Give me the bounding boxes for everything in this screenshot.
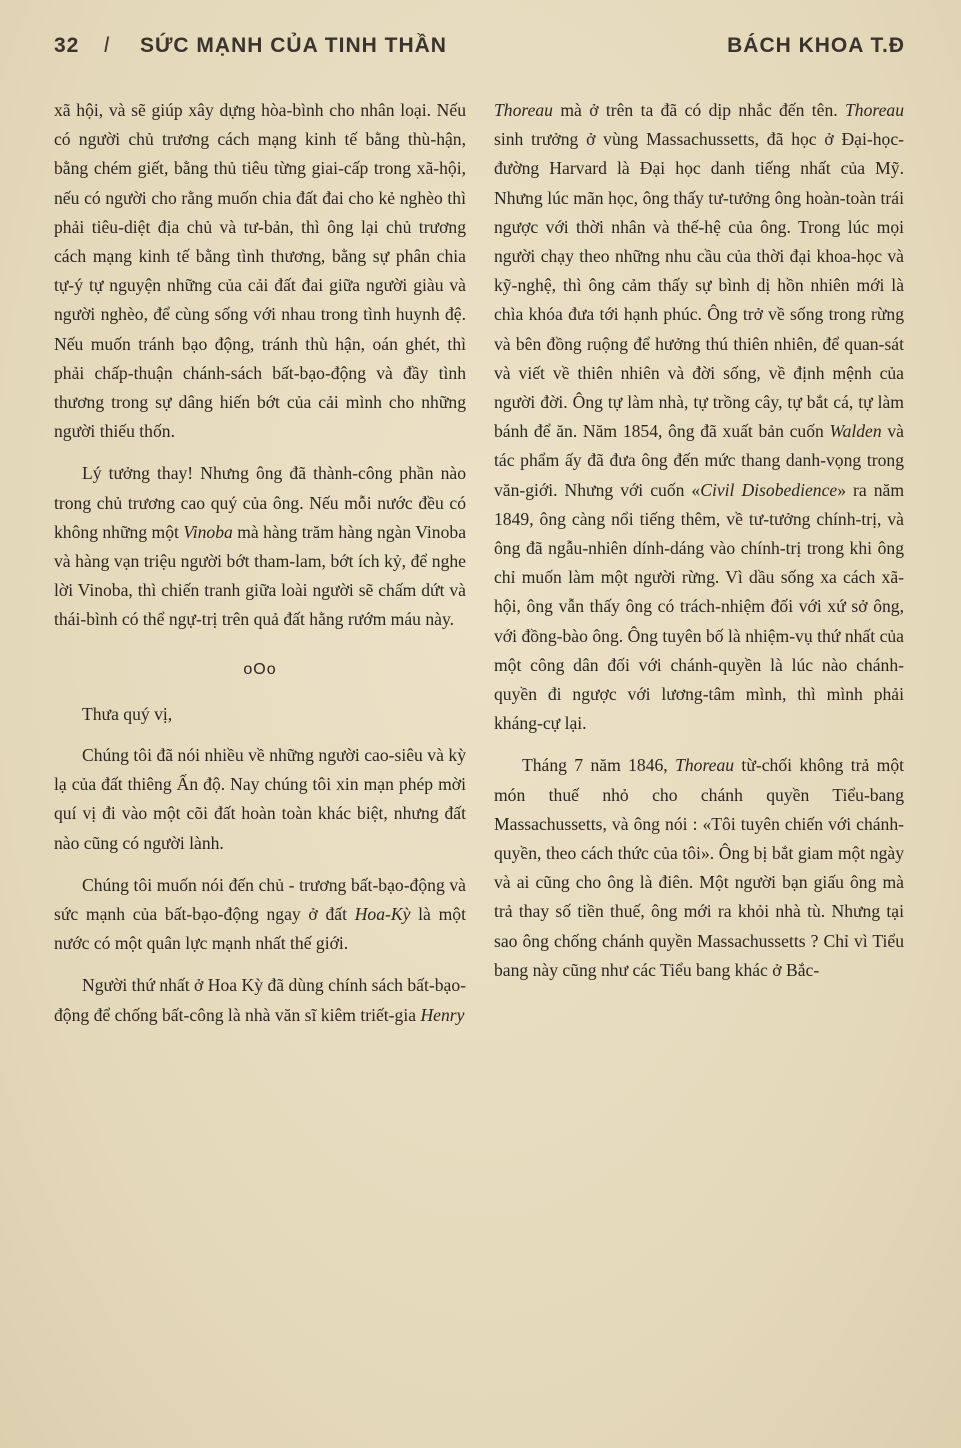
paragraph: Thoreau mà ở trên ta đã có dịp nhắc đến tên. Thoreau sinh trưởng ở vùng Massachussetts, đã học ở Đại-học-đường Harvard là Đại học danh tiếng nhất của Mỹ. Nhưng lúc mãn học, ông thấy tư-tưởng ông hoàn-toàn trái ngược với thời nhân và thế-hệ của ông. Trong lúc mọi người chạy theo những nhu cầu của thời đại khoa-học và kỹ-nghệ, thì ông cảm thấy sự bình dị hồn nhiên mới là chìa khóa đưa tới hạnh phúc. Ông trở về sống trong rừng và bên đồng ruộng để hưởng thú thiên nhiên, để quan-sát và viết về thiên nhiên và đời sống, về định mệnh của người đời. Ông tự làm nhà, tự trồng cây, tự bắt cá, tự làm bánh để ăn. Năm 1854, ông đã xuất bản cuốn Walden và tác phẩm ấy đã đưa ông đến mức thang danh-vọng trong văn-giới. Nhưng với cuốn «Civil Disobedience» ra năm 1849, ông càng nổi tiếng thêm, về tư-tưởng chính-trị, và ông đã ngẫu-nhiên dính-dáng vào chính-trị trong khi ông chỉ muốn làm một người rừng. Vì dầu sống xa cách xã-hội, ông vẫn thấy ông có trách-nhiệm đối với xứ sở ông, với đồng-bào ông. Ông tuyên bố là nhiệm-vụ thứ nhất của một công dân đối với chánh-quyền là lúc nào chánh-quyền đi ngược với lương-tâm mình, thì mình phải kháng-cự lại. [494, 100, 905, 734]
right-column [494, 96, 904, 998]
paragraph: Chúng tôi đã nói nhiều về những người cao-siêu và kỳ lạ của đất thiêng Ấn độ. Nay chúng tôi xin mạn phép mời quí vị đi vào một cõi đất hoàn toàn khác biệt, nhưng đất nào cũng có người lành. [54, 745, 466, 853]
section-divider: oOo [243, 660, 277, 678]
left-column [54, 96, 466, 1043]
paragraph: Lý tưởng thay! Nhưng ông đã thành-công phần nào trong chủ trương cao quý của ông. Nếu mỗi nước đều có không những một Vinoba mà hàng trăm hàng ngàn Vinoba và hàng vạn triệu người bớt tham-lam, bớt ích kỷ, để nghe lời Vinoba, thì chiến tranh giữa loài người sẽ chấm dứt và thái-bình có thể ngự-trị trên quả đất hằng rướm máu này. [54, 463, 467, 630]
paragraph: xã hội, và sẽ giúp xây dựng hòa-bình cho nhân loại. Nếu có người chủ trương cách mạng kinh tế bằng thù-hận, bằng chém giết, bằng thủ tiêu từng giai-cấp trong xã-hội, nếu có người cho rằng muốn chia đất đai cho kẻ nghèo thì phải tiêu-diệt địa chủ và tư-bản, thì ông lại chủ trương cách mạng kinh tế bằng tình thương, bằng sự phân chia tự-ý tự nguyện những của cải đất đai giữa người giàu và người nghèo, để cùng sống với nhau trong tình huynh đệ. Nếu muốn tránh bạo động, tránh thù hận, oán ghét, thì phải chấp-thuận chánh-sách bất-bạo-động và đầy tình thương trong sự dâng hiến bớt của cải mình cho những người thiếu thốn. [54, 100, 466, 442]
section-title: SỨC MẠNH CỦA TINH THẦN [140, 34, 447, 57]
page-number: 32 [54, 34, 80, 57]
page-header [54, 30, 905, 64]
publication-name: BÁCH KHOA T.Đ [727, 34, 905, 57]
paragraph: Người thứ nhất ở Hoa Kỳ đã dùng chính sách bất-bạo-động để chống bất-công là nhà văn sĩ kiêm triết-gia Henry [54, 975, 466, 1025]
header-separator: l [104, 34, 110, 57]
paragraph: Tháng 7 năm 1846, Thoreau từ-chối không trả một món thuế nhỏ cho chánh quyền Tiểu-bang Massachussetts, và ông nói : «Tôi tuyên chiến với chánh-quyền, theo cách thức của tôi». Ông bị bắt giam một ngày và ai cũng cho ông là điên. Một người bạn giấu ông mà trả thay số tiền thuế, ông mới ra khỏi nhà tù. Nhưng tại sao ông chống chánh quyền Massachussetts ? Chỉ vì Tiểu bang này cũng như các Tiểu bang khác ở Bắc- [494, 755, 904, 980]
salutation: Thưa quý vị, [82, 703, 173, 724]
paragraph: Chúng tôi muốn nói đến chủ - trương bất-bạo-động và sức mạnh của bất-bạo-động ngay ở đất Hoa-Kỳ là một nước có một quân lực mạnh nhất thế giới. [54, 874, 466, 954]
